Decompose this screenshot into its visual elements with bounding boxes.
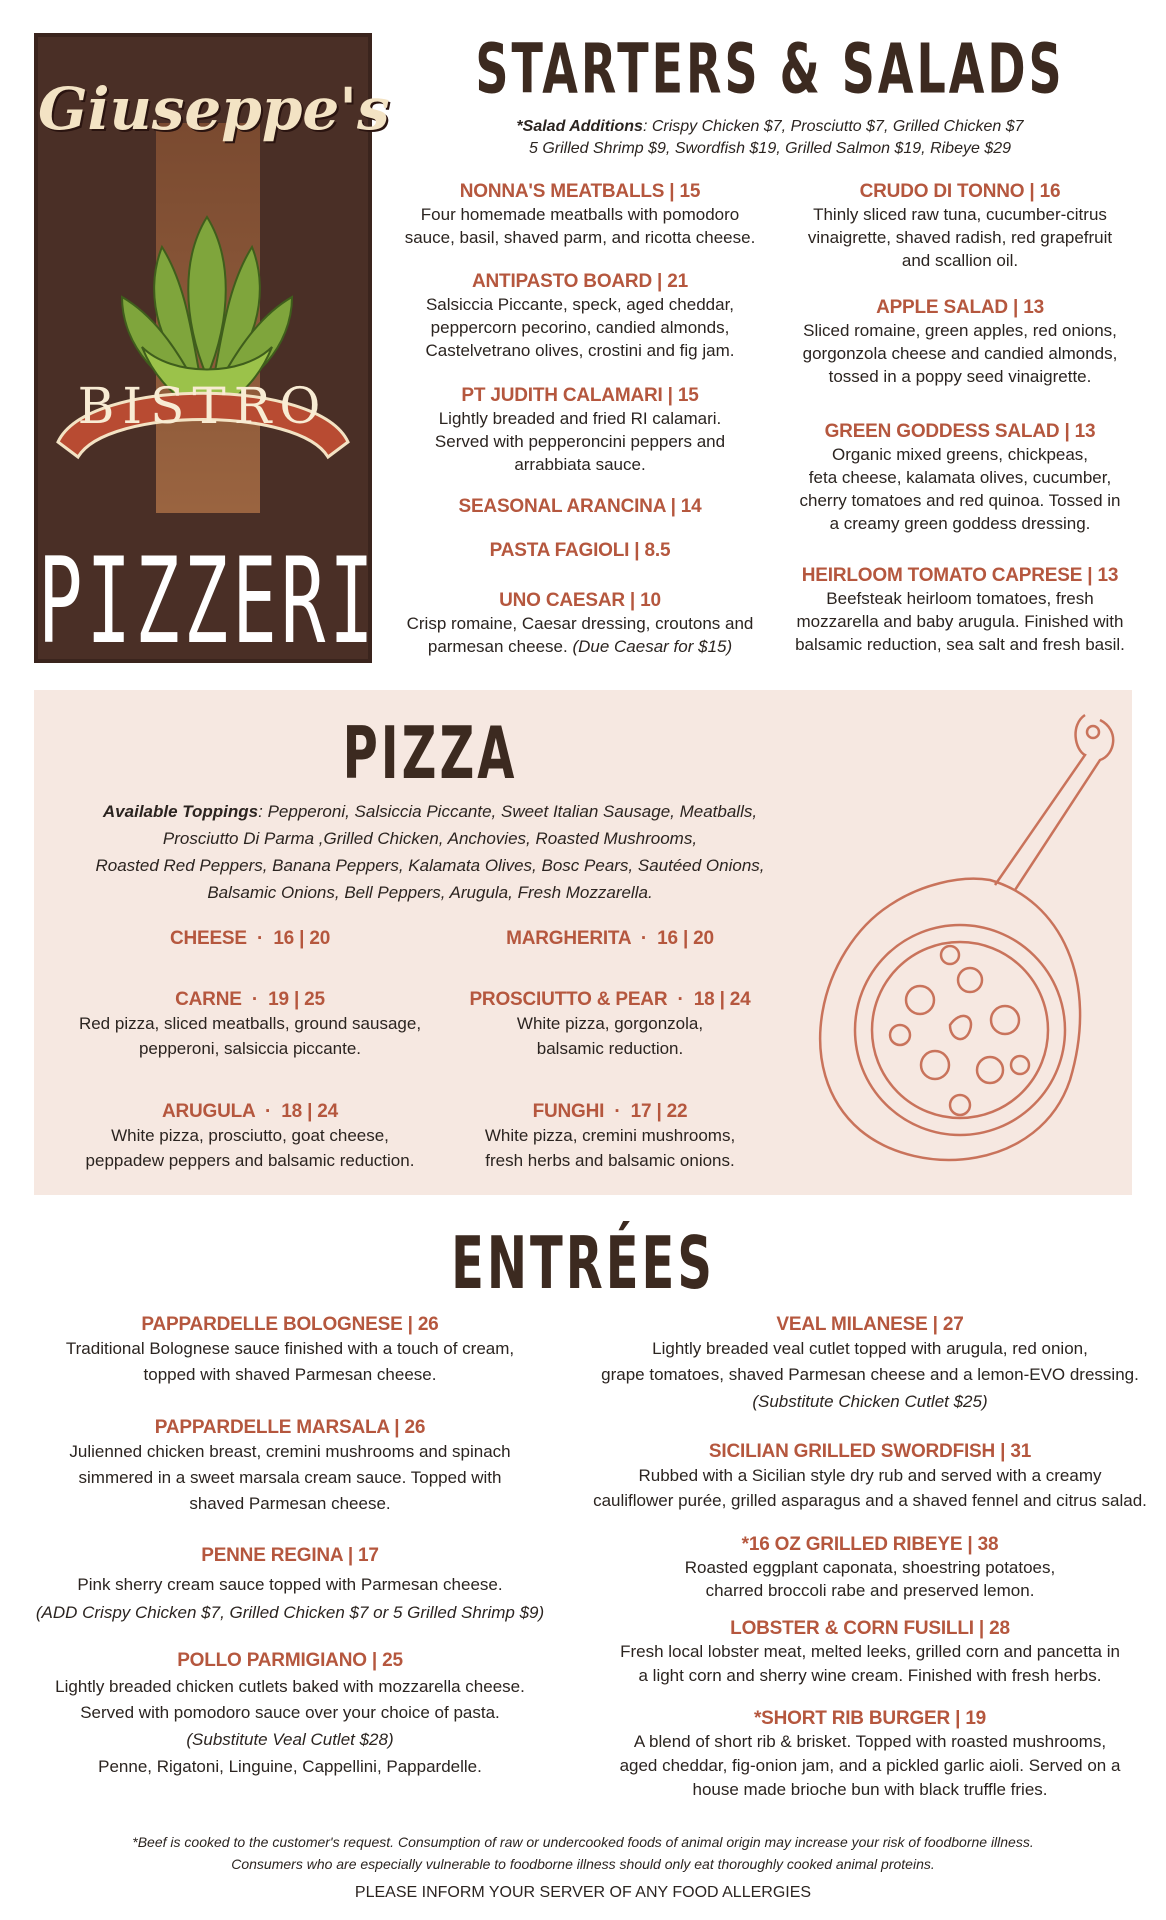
item-desc: Lightly breaded chicken cutlets baked with mozzarella cheese.: [55, 1677, 525, 1696]
item-name: APPLE SALAD | 13: [876, 297, 1044, 318]
menu-item: [400, 539, 760, 562]
item-name: ARUGULA · 18 | 24: [161, 1101, 339, 1122]
item-desc: Thinly sliced raw tuna, cucumber-citrus: [813, 205, 1107, 224]
item-name: PT JUDITH CALAMARI | 15: [461, 385, 699, 406]
menu-item: [400, 495, 760, 518]
item-note: (ADD Crispy Chicken $7, Grilled Chicken $7 or 5 Grilled Shrimp $9): [35, 1603, 545, 1622]
menu-item: [590, 1707, 1150, 1802]
menu-item: [780, 180, 1140, 272]
logo-script: Giuseppe's: [38, 75, 390, 143]
menu-item: [780, 564, 1140, 656]
item-name: SICILIAN GRILLED SWORDFISH | 31: [708, 1441, 1032, 1462]
toppings-line: Balsamic Onions, Bell Peppers, Arugula, Fresh Mozzarella.: [207, 883, 653, 902]
item-name: ANTIPASTO BOARD | 21: [472, 271, 688, 292]
pizza-item: [420, 988, 800, 1061]
bistro-text: BISTRO: [77, 377, 329, 435]
item-desc: Roasted eggplant caponata, shoestring potatoes,: [684, 1558, 1056, 1577]
salad-additions-label: *Salad Additions: [516, 118, 643, 135]
item-desc: Beefsteak heirloom tomatoes, fresh: [826, 589, 1094, 608]
footer-disclaimer-1: *Beef is cooked to the customer's request. Consumption of raw or undercooked foods of animal origin may increase your risk of foodborne illness.: [132, 1834, 1034, 1850]
item-desc: Sliced romaine, green apples, red onions,: [803, 321, 1117, 340]
item-desc: Lightly breaded veal cutlet topped with arugula, red onion,: [652, 1339, 1088, 1358]
item-name: UNO CAESAR | 10: [499, 590, 661, 611]
toppings-line: Prosciutto Di Parma ,Grilled Chicken, Anchovies, Roasted Mushrooms,: [162, 829, 698, 848]
item-name: LOBSTER & CORN FUSILLI | 28: [730, 1618, 1010, 1639]
pizzeria-text: PIZZERIA: [38, 533, 427, 671]
item-desc: mozzarella and baby arugula. Finished with: [796, 612, 1124, 631]
item-desc: Penne, Rigatoni, Linguine, Cappellini, Pappardelle.: [98, 1757, 482, 1776]
item-name: *16 OZ GRILLED RIBEYE | 38: [741, 1534, 999, 1555]
starters-title: STARTERS & SALADS: [475, 28, 1065, 109]
item-desc: Served with pepperoncini peppers and: [434, 432, 726, 451]
entrees-title: ENTRÉES: [451, 1222, 715, 1306]
item-name: HEIRLOOM TOMATO CAPRESE | 13: [801, 565, 1119, 586]
item-desc: White pizza, gorgonzola,: [516, 1014, 704, 1033]
item-desc: Rubbed with a Sicilian style dry rub and served with a creamy: [638, 1466, 1102, 1485]
item-desc: shaved Parmesan cheese.: [189, 1494, 391, 1513]
menu-item: [40, 1416, 540, 1517]
menu-item: [780, 296, 1140, 388]
item-desc: grape tomatoes, shaved Parmesan cheese and a lemon-EVO dressing.: [601, 1365, 1139, 1384]
item-desc: Crisp romaine, Caesar dressing, croutons and: [406, 614, 754, 633]
item-desc: cherry tomatoes and red quinoa. Tossed in: [799, 491, 1121, 510]
item-desc: balsamic reduction, sea salt and fresh basil.: [795, 635, 1125, 654]
item-name: PASTA FAGIOLI | 8.5: [489, 540, 671, 561]
item-desc: Four homemade meatballs with pomodoro: [420, 205, 740, 224]
item-desc: peppercorn pecorino, candied almonds,: [430, 318, 730, 337]
toppings-label: Available Toppings: [102, 802, 259, 821]
toppings-line: Roasted Red Peppers, Banana Peppers, Kalamata Olives, Bosc Pears, Sautéed Onions,: [95, 856, 765, 875]
item-desc: pepperoni, salsiccia piccante.: [138, 1039, 362, 1058]
menu-item: [400, 384, 760, 476]
pizza-peel-icon: [800, 700, 1130, 1190]
item-name: PROSCIUTTO & PEAR · 18 | 24: [469, 989, 751, 1010]
item-note: (Substitute Chicken Cutlet $25): [752, 1392, 988, 1411]
item-name: VEAL MILANESE | 27: [776, 1314, 964, 1335]
item-name: PAPPARDELLE MARSALA | 26: [154, 1417, 426, 1438]
salad-additions: [400, 116, 1140, 160]
toppings-line: : Pepperoni, Salsiccia Piccante, Sweet Italian Sausage, Meatballs,: [258, 802, 758, 821]
item-name: NONNA'S MEATBALLS | 15: [459, 181, 701, 202]
item-name: CHEESE · 16 | 20: [169, 928, 331, 949]
menu-item: [590, 1440, 1150, 1513]
salad-additions-line1: : Crispy Chicken $7, Prosciutto $7, Grilled Chicken $7: [642, 118, 1024, 135]
item-name: MARGHERITA · 16 | 20: [506, 928, 714, 949]
item-desc: Served with pomodoro sauce over your choice of pasta.: [80, 1703, 500, 1722]
item-desc: A blend of short rib & brisket. Topped with roasted mushrooms,: [633, 1732, 1107, 1751]
item-desc: Organic mixed greens, chickpeas,: [831, 445, 1089, 464]
item-name: GREEN GODDESS SALAD | 13: [824, 421, 1096, 442]
item-desc: arrabbiata sauce.: [514, 455, 646, 474]
item-name: PAPPARDELLE BOLOGNESE | 26: [141, 1314, 439, 1335]
pizza-item: [60, 988, 440, 1061]
item-desc: vinaigrette, shaved radish, red grapefruit: [807, 228, 1113, 247]
pizza-item: [420, 1100, 800, 1173]
item-name: SEASONAL ARANCINA | 14: [458, 496, 702, 517]
item-desc: Salsiccia Piccante, speck, aged cheddar,: [425, 295, 735, 314]
item-desc: sauce, basil, shaved parm, and ricotta cheese.: [404, 228, 756, 247]
item-desc: simmered in a sweet marsala cream sauce. Topped with: [78, 1468, 502, 1487]
menu-item: [400, 589, 760, 658]
menu-item: [590, 1617, 1150, 1688]
footer-allergy-notice: PLEASE INFORM YOUR SERVER OF ANY FOOD ALLERGIES: [354, 1884, 812, 1901]
pizza-title: PIZZA: [342, 712, 518, 796]
item-desc: Pink sherry cream sauce topped with Parmesan cheese.: [77, 1575, 503, 1594]
item-name: FUNGHI · 17 | 22: [532, 1101, 688, 1122]
item-name: CARNE · 19 | 25: [175, 989, 325, 1010]
item-desc: [400, 635, 760, 658]
item-name: PENNE REGINA | 17: [201, 1545, 379, 1566]
item-desc: Red pizza, sliced meatballs, ground sausage,: [78, 1014, 422, 1033]
menu-item: [400, 180, 760, 249]
menu-item: [400, 270, 760, 362]
item-desc: White pizza, prosciutto, goat cheese,: [111, 1126, 389, 1145]
item-desc: tossed in a poppy seed vinaigrette.: [828, 367, 1092, 386]
menu-item: [780, 420, 1140, 535]
item-desc: Julienned chicken breast, cremini mushrooms and spinach: [69, 1442, 511, 1461]
item-desc: cauliflower purée, grilled asparagus and a shaved fennel and citrus salad.: [593, 1491, 1147, 1510]
item-desc: feta cheese, kalamata olives, cucumber,: [808, 468, 1112, 487]
item-desc: Lightly breaded and fried RI calamari.: [438, 409, 722, 428]
item-desc-note: (Due Caesar for $15): [572, 637, 733, 656]
pizza-toppings: [90, 798, 770, 906]
item-desc: balsamic reduction.: [536, 1039, 684, 1058]
item-desc: Fresh local lobster meat, melted leeks, grilled corn and pancetta in: [620, 1642, 1120, 1661]
item-desc: house made brioche bun with black truffle fries.: [692, 1780, 1048, 1799]
item-desc: Traditional Bolognese sauce finished with a touch of cream,: [65, 1339, 515, 1358]
item-desc: gorgonzola cheese and candied almonds,: [802, 344, 1118, 363]
item-desc: and scallion oil.: [901, 251, 1019, 270]
item-name: *SHORT RIB BURGER | 19: [753, 1708, 987, 1729]
item-desc: Castelvetrano olives, crostini and fig jam.: [425, 341, 735, 360]
logo-panel: [34, 33, 427, 671]
item-note: (Substitute Veal Cutlet $28): [186, 1730, 394, 1749]
item-desc: a creamy green goddess dressing.: [829, 514, 1091, 533]
menu-item: [40, 1649, 540, 1780]
pizza-item: [60, 1100, 440, 1173]
item-desc: charred broccoli rabe and preserved lemon.: [705, 1581, 1035, 1600]
item-desc-part: parmesan cheese.: [427, 637, 573, 656]
pizza-item: [420, 927, 800, 950]
item-desc: fresh herbs and balsamic onions.: [485, 1151, 735, 1170]
menu-item: [40, 1313, 540, 1388]
item-name: CRUDO DI TONNO | 16: [859, 181, 1061, 202]
menu-item: [30, 1544, 550, 1627]
pizza-item: [60, 927, 440, 950]
salad-additions-line2: 5 Grilled Shrimp $9, Swordfish $19, Grilled Salmon $19, Ribeye $29: [528, 140, 1012, 157]
item-desc: a light corn and sherry wine cream. Finished with fresh herbs.: [638, 1666, 1102, 1685]
item-desc: topped with shaved Parmesan cheese.: [143, 1365, 437, 1384]
item-name: POLLO PARMIGIANO | 25: [177, 1650, 403, 1671]
item-desc: White pizza, cremini mushrooms,: [484, 1126, 736, 1145]
footer-disclaimer-2: Consumers who are especially vulnerable to foodborne illness should only eat thoroughly cooked animal proteins.: [231, 1856, 935, 1872]
menu-item: [590, 1313, 1150, 1416]
menu-item: [590, 1533, 1150, 1602]
item-desc: peppadew peppers and balsamic reduction.: [85, 1151, 415, 1170]
item-desc: aged cheddar, fig-onion jam, and a pickled garlic aioli. Served on a: [619, 1756, 1121, 1775]
